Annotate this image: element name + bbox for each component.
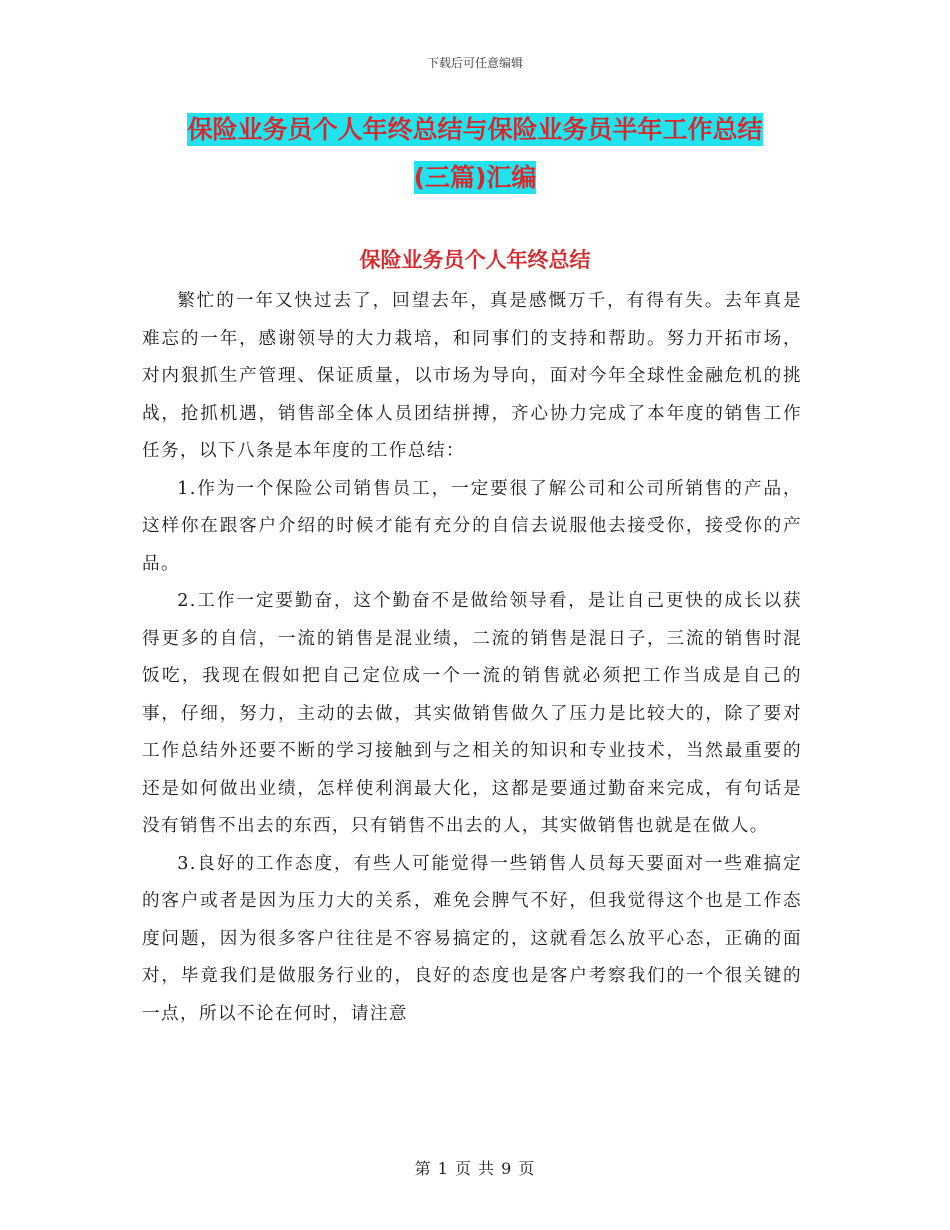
paragraph-item-1: 1.作为一个保险公司销售员工，一定要很了解公司和公司所销售的产品，这样你在跟客户介绍的时候才能有充分的自信去说服他去接受你，接受你的产品。 [142, 478, 802, 574]
paragraph-intro: 繁忙的一年又快过去了，回望去年，真是感慨万千，有得有失。去年真是难忘的一年，感谢领导的大力栽培，和同事们的支持和帮助。努力开拓市场，对内狠抓生产管理、保证质量，以市场为导向，面对今年全球性金融危机的挑战，抢抓机遇，销售部全体人员团结拼搏，齐心协力完成了本年度的销售工作任务，以下八条是本年度的工作总结： [142, 291, 802, 461]
section-title: 保险业务员个人年终总结 [359, 248, 591, 272]
header-note: 下载后可任意编辑 [426, 56, 523, 70]
title-line-2: (三篇)汇编 [413, 163, 537, 192]
paragraph-item-2: 2.工作一定要勤奋，这个勤奋不是做给领导看，是让自己更快的成长以获得更多的自信，一流的销售是混业绩，二流的销售是混日子，三流的销售时混饭吃，我现在假如把自己定位成一个一流的销售就必须把工作当成是自己的事，仔细，努力，主动的去做，其实做销售做久了压力是比较大的，除了要对工作总结外还要不断的学习接触到与之相关的知识和专业技术，当然最重要的还是如何做出业绩，怎样使利润最大化，这都是要通过勤奋来完成，有句话是没有销售不出去的东西，只有销售不出去的人，其实做销售也就是在做人。 [142, 591, 802, 836]
body-text [142, 283, 802, 1033]
title-line-1: 保险业务员个人年终总结与保险业务员半年工作总结 [187, 115, 763, 144]
paragraph-item-3: 3.良好的工作态度，有些人可能觉得一些销售人员每天要面对一些难搞定的客户或者是因为压力大的关系，难免会脾气不好，但我觉得这个也是工作态度问题，因为很多客户往往是不容易搞定的，这就看怎么放平心态，正确的面对，毕竟我们是做服务行业的，良好的态度也是客户考察我们的一个很关键的一点，所以不论在何时，请注意 [142, 853, 802, 1024]
document-title [120, 106, 830, 202]
page-number: 第 1 页 共 9 页 [414, 1159, 536, 1178]
